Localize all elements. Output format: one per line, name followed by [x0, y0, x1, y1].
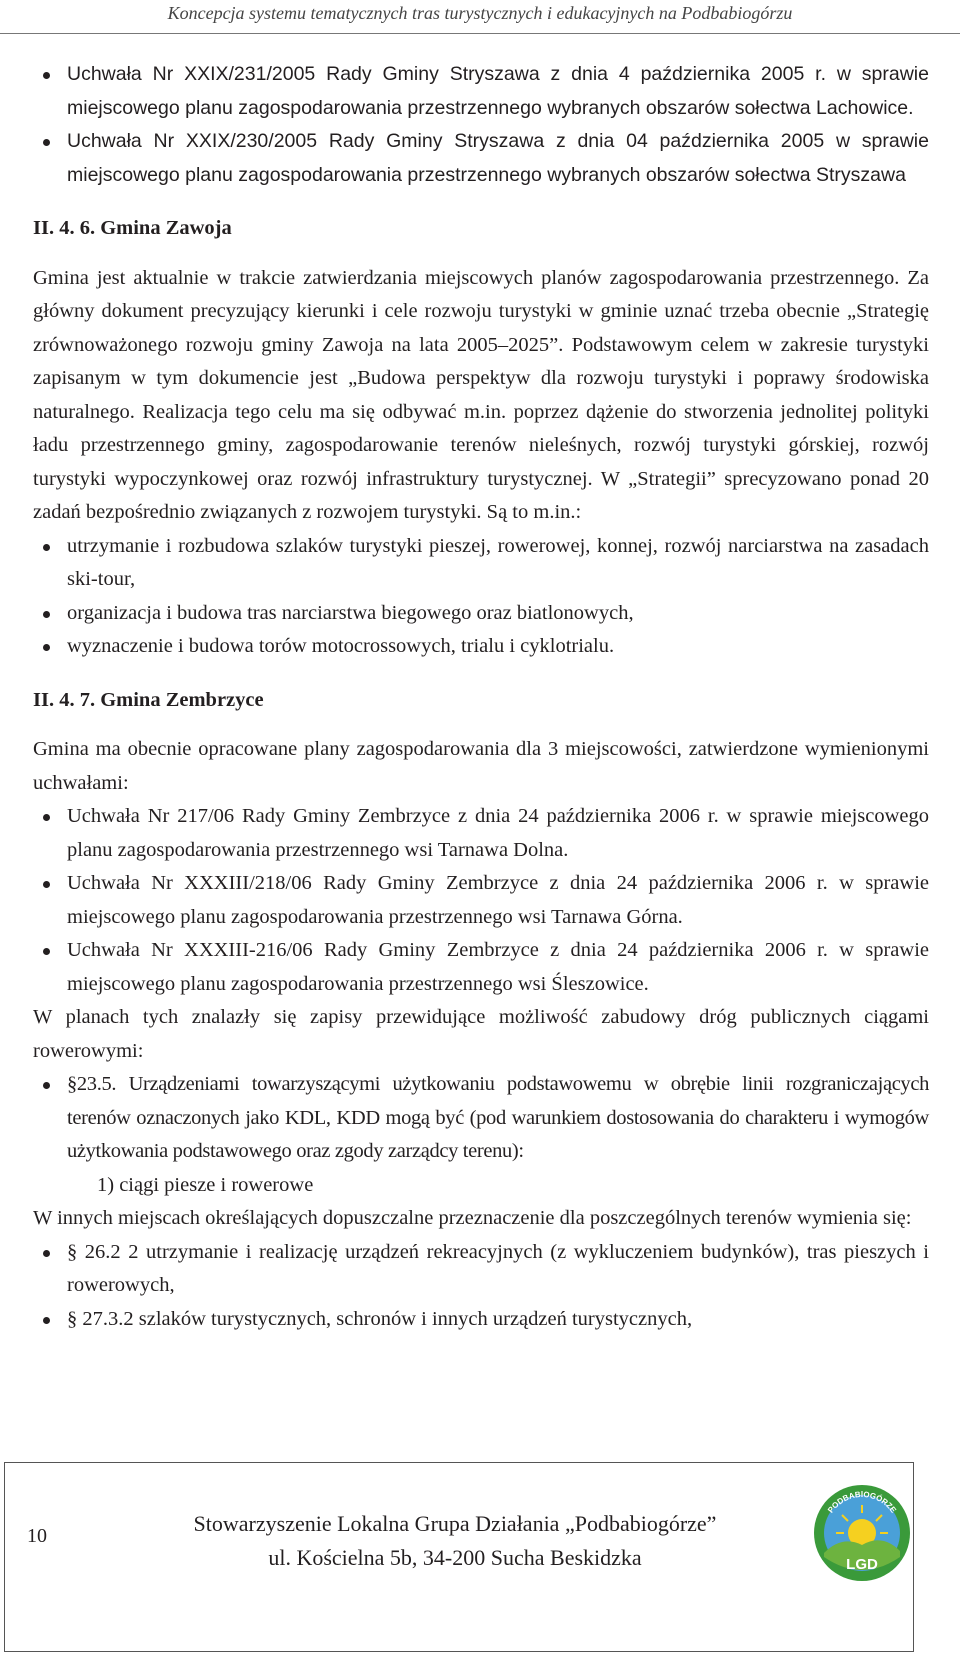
logo-arc-text: PODBABIOGÓRZE [826, 1489, 898, 1515]
page-number: 10 [27, 1525, 47, 1547]
list-item: utrzymanie i rozbudowa szlaków turystyki pieszej, rowerowej, konnej, rozwój narciarstwa na zasadach ski-tour, [33, 530, 929, 597]
page-body [33, 58, 929, 1336]
list-item: § 27.3.2 szlaków turystycznych, schronów i innych urządzeń turystycznych, [33, 1303, 929, 1337]
zawoja-tasks-list [33, 530, 929, 664]
section-heading-zawoja: II. 4. 6. Gmina Zawoja [33, 217, 232, 239]
zembrzyce-intro: Gmina ma obecnie opracowane plany zagospodarowania dla 3 miejscowości, zatwierdzone wymienionymi uchwałami: [33, 738, 929, 794]
zawoja-paragraph [33, 262, 929, 530]
list-item: §23.5. Urządzeniami towarzyszącymi użytkowaniu podstawowemu w obrębie linii rozgraniczających terenów oznaczonych jako KDL, KDD mogą być (pod warunkiem dostosowania do charakteru i wymogów użytkowania podstawowego oraz zgody zarządcy terenu): [33, 1068, 929, 1169]
zembrzyce-paragraph-2: W planach tych znalazły się zapisy przewidujące możliwość zabudowy dróg publicznych ciągami rowerowymi: [33, 1006, 929, 1062]
lgd-logo-icon [812, 1483, 912, 1583]
logo-lgd-text: LGD [846, 1556, 878, 1573]
list-item: § 26.2 2 utrzymanie i realizację urządzeń rekreacyjnych (z wykluczeniem budynków), tras pieszych i rowerowych, [33, 1236, 929, 1303]
footer-street: ul. Kościelna 5b, 34-200 Sucha Beskidzka [268, 1545, 642, 1570]
list-item: Uchwała Nr 217/06 Rady Gminy Zembrzyce z dnia 24 października 2006 r. w sprawie miejscowego planu zagospodarowania przestrzennego wsi Tarnawa Dolna. [33, 800, 929, 867]
running-header [0, 0, 960, 34]
zembrzyce-paragraph-3: W innych miejscach określających dopuszczalne przeznaczenie dla poszczególnych terenów wymienia się: [33, 1207, 912, 1229]
list-item: Uchwała Nr XXXIII/218/06 Rady Gminy Zembrzyce z dnia 24 października 2006 r. w sprawie miejscowego planu zagospodarowania przestrzennego wsi Tarnawa Górna. [33, 867, 929, 934]
zembrzyce-clause-list-2 [33, 1236, 929, 1337]
list-item: wyznaczenie i budowa torów motocrossowych, trialu i cyklotrialu. [33, 630, 929, 664]
zawoja-paragraph-text: Gmina jest aktualnie w trakcie zatwierdzania miejscowych planów zagospodarowania przestrzennego. Za główny dokument precyzujący kierunki i cele rozwoju turystyki w gminie uznać trzeba obecnie „Strategię zrównoważonego rozwoju gminy Zawoja na lata 2005–2025”. Podstawowym celem w zakresie turystyki zapisanym w tym dokumencie jest „Budowa perspektyw dla rozwoju turystyki i poprawy środowiska naturalnego. Realizacja tego celu ma się odbywać m.in. poprzez dążenie do stworzenia jednolitej polityki ładu przestrzennego gminy, zagospodarowanie terenów nieleśnych, rozwój turystyki górskiej, rozwój turystyki wypoczynkowej oraz rozwój infrastruktury turystycznej. W „Strategii” sprecyzowano ponad 20 zadań bezpośrednio związanych z rozwojem turystyki. Są to m.in.: [33, 266, 929, 523]
list-item: Uchwała Nr XXIX/230/2005 Rady Gminy Stryszawa z dnia 04 października 2005 w sprawie miejscowego planu zagospodarowania przestrzennego wybranych obszarów sołectwa Stryszawa [33, 125, 929, 192]
zembrzyce-clause-list [33, 1068, 929, 1169]
list-item: organizacja i budowa tras narciarstwa biegowego oraz biatlonowych, [33, 597, 929, 631]
section-heading-zembrzyce: II. 4. 7. Gmina Zembrzyce [33, 688, 264, 711]
list-item: Uchwała Nr XXXIII-216/06 Rady Gminy Zembrzyce z dnia 24 października 2006 r. w sprawie miejscowego planu zagospodarowania przestrzennego wsi Śleszowice. [33, 934, 929, 1001]
list-item: Uchwała Nr XXIX/231/2005 Rady Gminy Stryszawa z dnia 4 października 2005 r. w sprawie miejscowego planu zagospodarowania przestrzennego wybranych obszarów sołectwa Lachowice. [33, 58, 929, 125]
zembrzyce-resolutions-list [33, 800, 929, 1001]
sub-item: 1) ciągi piesze i rowerowe [97, 1173, 314, 1196]
lachowice-resolutions-list [33, 58, 929, 192]
footer-address [135, 1507, 775, 1575]
running-header-title: Koncepcja systemu tematycznych tras turystycznych i edukacyjnych na Podbabiogórzu [167, 3, 793, 23]
page-footer [4, 1462, 914, 1652]
footer-organization: Stowarzyszenie Lokalna Grupa Działania „Podbabiogórze” [193, 1511, 717, 1536]
